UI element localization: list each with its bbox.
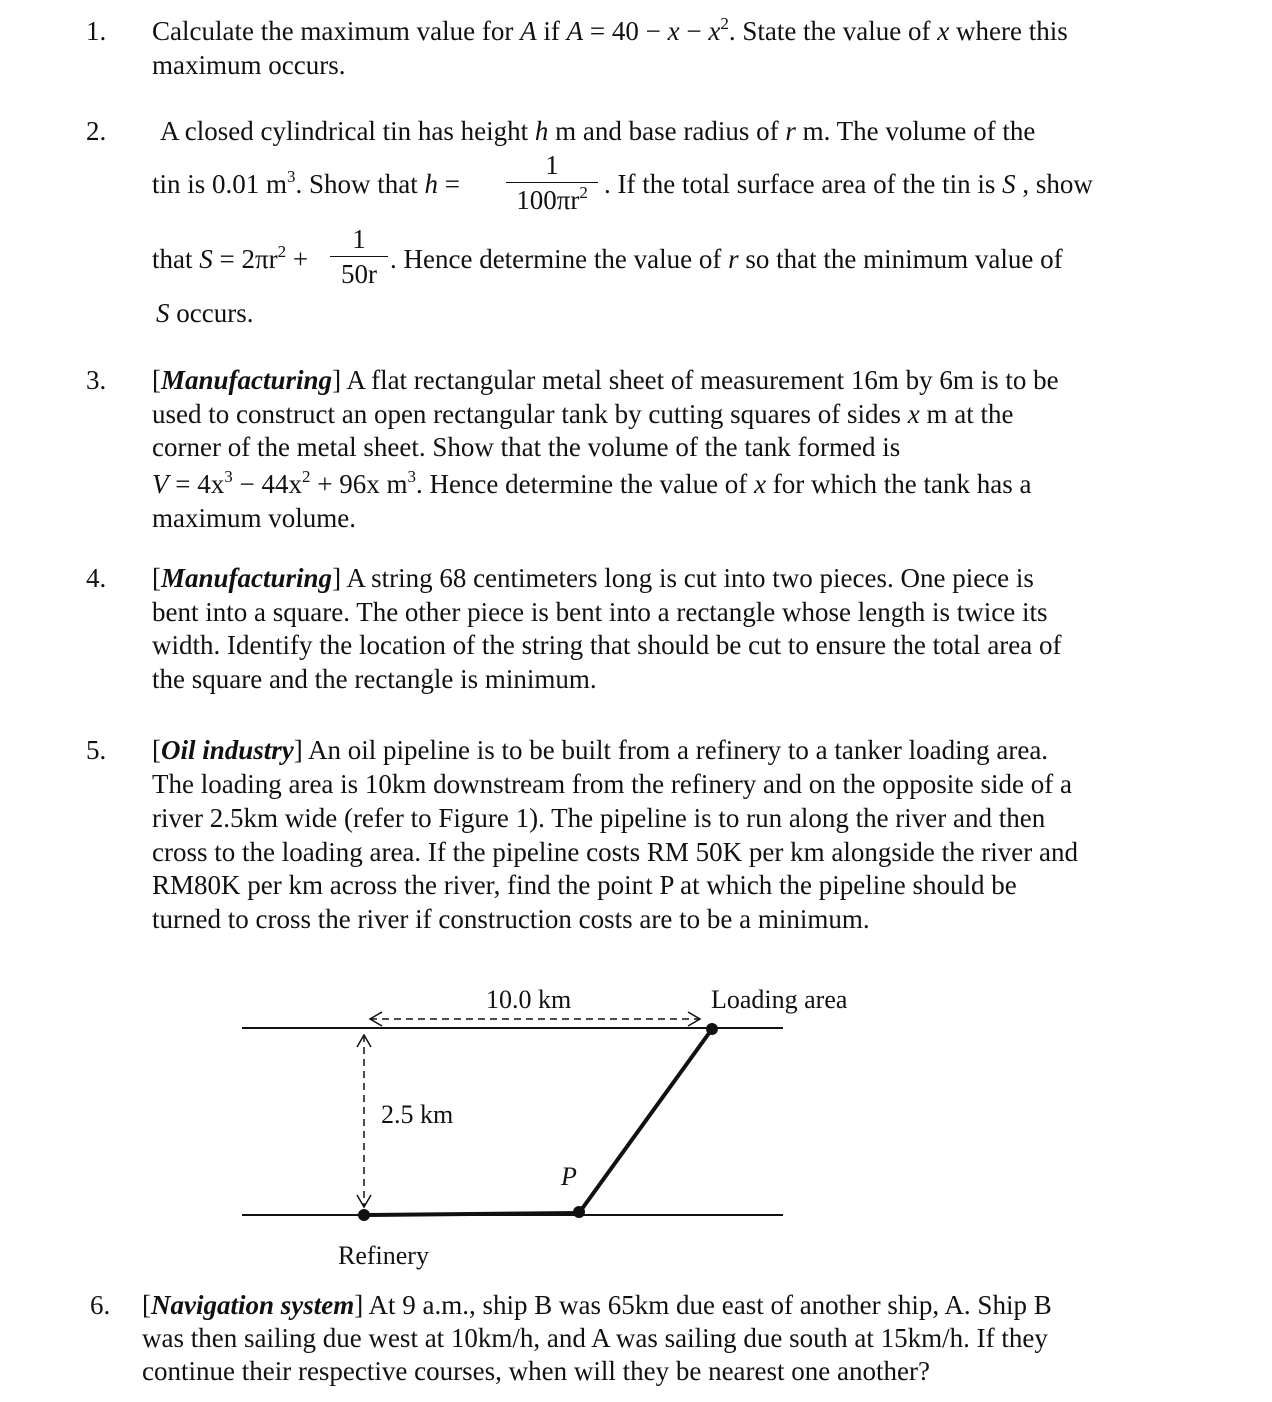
question-text-line: tin is 0.01 $m^3$. Show that h = <box>152 167 461 199</box>
category-label: Navigation system <box>151 1290 355 1320</box>
loading-area-point <box>706 1023 718 1035</box>
question-text-line: width. Identify the location of the string that should be cut to ensure the total area of <box>152 630 1062 660</box>
question-text-line: The loading area is 10km downstream from the refinery and on the opposite side of a <box>152 769 1072 799</box>
question-number: 1. <box>86 16 107 46</box>
question-text-line: used to construct an open rectangular tank by cutting squares of sides x m at the <box>152 399 1014 429</box>
refinery-label: Refinery <box>338 1241 429 1270</box>
category-label: Oil industry <box>161 735 294 765</box>
fraction-h: $\frac{1}{100\pi r^2}$ <box>506 148 598 217</box>
question-text-line: S occurs. <box>156 298 254 328</box>
question-number: 3. <box>86 365 107 395</box>
question-number: 2. <box>86 116 107 146</box>
question-text-line: turned to cross the river if construction costs are to be a minimum. <box>152 904 870 934</box>
distance-label: 10.0 km <box>486 985 572 1014</box>
question-text-line: . If the total surface area of the tin is S , show <box>604 169 1093 199</box>
width-label: 2.5 km <box>381 1100 454 1129</box>
question-text-line: [Oil industry] An oil pipeline is to be built from a refinery to a tanker loading area. <box>152 735 1049 765</box>
question-text-line: $V = 4x^3 - 44x^2 + 96x$ $m^3$. Hence determine the value of x for which the tank has a <box>152 467 1032 499</box>
question-text-line: [Manufacturing] A string 68 centimeters long is cut into two pieces. One piece is <box>152 563 1034 593</box>
question-number: 4. <box>86 563 107 593</box>
question-text-line: river 2.5km wide (refer to Figure 1). The pipeline is to run along the river and then <box>152 803 1046 833</box>
turn-point-p <box>573 1206 585 1218</box>
question-text-line: [Manufacturing] A flat rectangular metal sheet of measurement 16m by 6m is to be <box>152 365 1059 395</box>
fraction-s: $\frac{1}{50r}$ <box>330 222 388 291</box>
question-text-line: A closed cylindrical tin has height h m and base radius of r m. The volume of the <box>160 116 1036 146</box>
point-p-label: P <box>561 1162 577 1191</box>
question-text-line: the square and the rectangle is minimum. <box>152 664 597 694</box>
pipeline-figure <box>0 975 1272 1275</box>
question-text-line: was then sailing due west at 10km/h, and A was sailing due south at 15km/h. If they <box>142 1323 1048 1353</box>
pipeline-across-river <box>579 1029 712 1213</box>
question-text-line: that $S = 2\pi r^2$ + <box>152 242 309 274</box>
question-text-line: . Hence determine the value of r so that the minimum value of <box>390 244 1063 274</box>
question-number: 5. <box>86 735 107 765</box>
question-text-line: continue their respective courses, when will they be nearest one another? <box>142 1356 930 1386</box>
category-label: Manufacturing <box>161 365 333 395</box>
question-text-line: RM80K per km across the river, find the point P at which the pipeline should be <box>152 870 1017 900</box>
question-text-line: maximum occurs. <box>152 50 346 80</box>
question-text-line: cross to the loading area. If the pipeline costs RM 50K per km alongside the river and <box>152 837 1079 867</box>
pipeline-along-river <box>364 1213 579 1215</box>
question-text-line: maximum volume. <box>152 503 356 533</box>
question-text-line: [Navigation system] At 9 a.m., ship B was 65km due east of another ship, A. Ship B <box>142 1290 1052 1320</box>
refinery-point <box>358 1209 370 1221</box>
loading-area-label: Loading area <box>711 985 848 1014</box>
question-text-line: bent into a square. The other piece is bent into a rectangle whose length is twice its <box>152 597 1048 627</box>
question-text-line: Calculate the maximum value for A if $A = 40 - x - x^2$. State the value of x where this <box>152 14 1068 46</box>
category-label: Manufacturing <box>161 563 333 593</box>
question-number: 6. <box>90 1290 111 1320</box>
question-text-line: corner of the metal sheet. Show that the volume of the tank formed is <box>152 432 901 462</box>
